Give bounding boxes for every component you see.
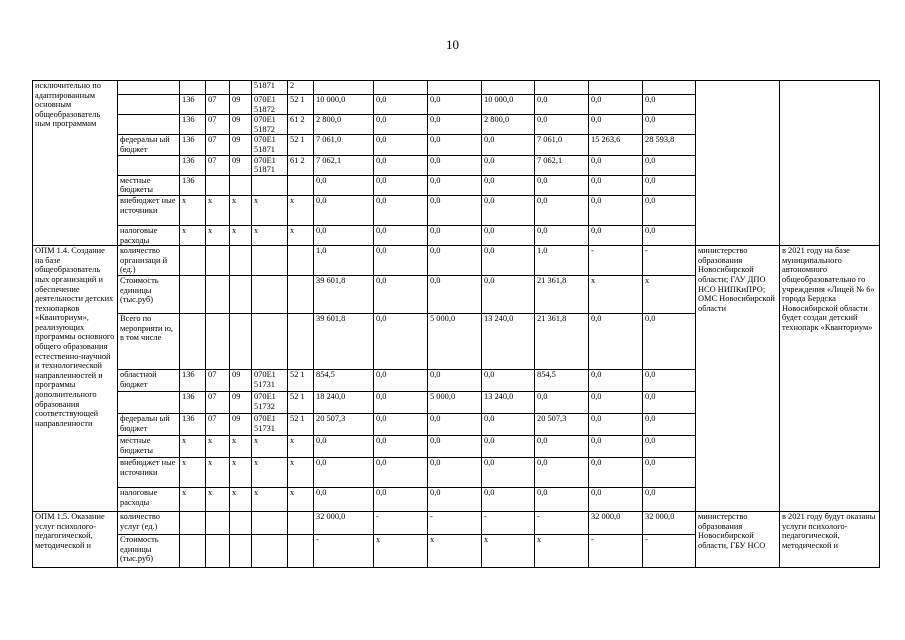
measure-name-cell: ОПМ 1.4. Создание на базе общеобразователь ных организаций и обеспечение деятельности детских технопарков «Кванториум», реализующих программы основного общего образования естественно-научной и технологической направленностей и программы дополнительного образования соответствующей направленности — [33, 246, 118, 512]
grbs-cell: x — [180, 435, 206, 457]
pr-cell: 09 — [230, 369, 252, 391]
csr-cell — [252, 175, 288, 195]
y2021-cell: x — [482, 534, 535, 567]
y2020-cell: 0,0 — [428, 175, 482, 195]
y2024-cell: 0,0 — [643, 413, 696, 435]
y2019-cell — [374, 81, 428, 95]
y2020-cell: 0,0 — [428, 195, 482, 225]
y2023-cell: 0,0 — [589, 413, 643, 435]
vr-cell — [288, 246, 314, 276]
funding-source-cell — [118, 155, 180, 175]
vr-cell: 52 1 — [288, 413, 314, 435]
pr-cell: x — [230, 225, 252, 245]
rz-cell — [206, 511, 230, 534]
y2019-cell: 0,0 — [374, 225, 428, 245]
y2021-cell: 0,0 — [482, 413, 535, 435]
csr-cell: 070E1 51731 — [252, 369, 288, 391]
grbs-cell: x — [180, 457, 206, 487]
pr-cell: 09 — [230, 135, 252, 155]
y2024-cell: 0,0 — [643, 225, 696, 245]
total-cell: 854,5 — [314, 369, 374, 391]
funding-source-cell — [118, 391, 180, 413]
y2023-cell — [589, 81, 643, 95]
y2024-cell: 0,0 — [643, 115, 696, 135]
y2021-cell: 10 000,0 — [482, 95, 535, 115]
y2020-cell: 5 000,0 — [428, 391, 482, 413]
csr-cell: x — [252, 457, 288, 487]
y2020-cell: 0,0 — [428, 95, 482, 115]
y2019-cell: 0,0 — [374, 246, 428, 276]
y2020-cell: 0,0 — [428, 369, 482, 391]
y2024-cell — [643, 81, 696, 95]
total-cell: 0,0 — [314, 435, 374, 457]
total-cell: 2 800,0 — [314, 115, 374, 135]
rz-cell — [206, 275, 230, 313]
funding-source-cell: областной бюджет — [118, 369, 180, 391]
y2022-cell: 0,0 — [535, 195, 589, 225]
y2021-cell — [482, 81, 535, 95]
pr-cell — [230, 534, 252, 567]
csr-cell — [252, 534, 288, 567]
rz-cell — [206, 81, 230, 95]
rz-cell: x — [206, 487, 230, 511]
y2022-cell: 0,0 — [535, 115, 589, 135]
y2022-cell: 0,0 — [535, 435, 589, 457]
expected-result-cell: в 2021 году на базе муниципального автономного общеобразовательно го учреждения «Лицей № 6» города Бердска Новосибирской области будет создан детский технопарк «Кванториум» — [780, 246, 880, 512]
total-cell: 39 601,8 — [314, 275, 374, 313]
rz-cell — [206, 534, 230, 567]
rz-cell — [206, 175, 230, 195]
csr-cell: x — [252, 195, 288, 225]
page-number: 10 — [446, 37, 459, 52]
y2019-cell: 0,0 — [374, 155, 428, 175]
vr-cell: 61 2 — [288, 115, 314, 135]
grbs-cell: x — [180, 225, 206, 245]
y2021-cell: 0,0 — [482, 275, 535, 313]
y2020-cell — [428, 81, 482, 95]
grbs-cell: 136 — [180, 95, 206, 115]
grbs-cell: 136 — [180, 391, 206, 413]
y2023-cell: 0,0 — [589, 175, 643, 195]
y2023-cell: 0,0 — [589, 225, 643, 245]
y2022-cell: 7 062,1 — [535, 155, 589, 175]
y2022-cell: 0,0 — [535, 225, 589, 245]
table-row — [33, 81, 880, 95]
vr-cell: x — [288, 195, 314, 225]
funding-source-cell: Стоимость единицы (тыс.руб) — [118, 275, 180, 313]
vr-cell: x — [288, 487, 314, 511]
y2024-cell: 0,0 — [643, 195, 696, 225]
pr-cell: 09 — [230, 115, 252, 135]
y2024-cell: 0,0 — [643, 391, 696, 413]
total-cell: 32 000,0 — [314, 511, 374, 534]
pr-cell: 09 — [230, 391, 252, 413]
y2019-cell: 0,0 — [374, 275, 428, 313]
grbs-cell — [180, 534, 206, 567]
total-cell: 7 061,0 — [314, 135, 374, 155]
rz-cell: 07 — [206, 95, 230, 115]
vr-cell: x — [288, 225, 314, 245]
y2020-cell: 0,0 — [428, 487, 482, 511]
grbs-cell — [180, 246, 206, 276]
y2024-cell: 0,0 — [643, 369, 696, 391]
total-cell — [314, 81, 374, 95]
y2023-cell: 0,0 — [589, 313, 643, 369]
funding-source-cell: Всего по мероприяти ю, в том числе — [118, 313, 180, 369]
vr-cell — [288, 511, 314, 534]
y2023-cell: 0,0 — [589, 369, 643, 391]
csr-cell: 070E1 51872 — [252, 115, 288, 135]
y2024-cell: 0,0 — [643, 175, 696, 195]
y2022-cell: 0,0 — [535, 487, 589, 511]
y2019-cell: 0,0 — [374, 457, 428, 487]
y2024-cell: 0,0 — [643, 313, 696, 369]
pr-cell: 09 — [230, 95, 252, 115]
y2023-cell: 15 263,6 — [589, 135, 643, 155]
y2022-cell: 20 507,3 — [535, 413, 589, 435]
table-row — [33, 246, 880, 276]
y2019-cell: 0,0 — [374, 413, 428, 435]
rz-cell: 07 — [206, 413, 230, 435]
y2021-cell: 0,0 — [482, 195, 535, 225]
y2021-cell: 0,0 — [482, 369, 535, 391]
y2020-cell: 0,0 — [428, 435, 482, 457]
grbs-cell: x — [180, 487, 206, 511]
y2023-cell: 0,0 — [589, 457, 643, 487]
grbs-cell — [180, 275, 206, 313]
y2022-cell: 21 361,8 — [535, 313, 589, 369]
y2022-cell — [535, 81, 589, 95]
y2020-cell: 0,0 — [428, 413, 482, 435]
rz-cell: 07 — [206, 369, 230, 391]
y2021-cell: 0,0 — [482, 246, 535, 276]
rz-cell: x — [206, 195, 230, 225]
total-cell: 0,0 — [314, 457, 374, 487]
total-cell: 1,0 — [314, 246, 374, 276]
grbs-cell — [180, 511, 206, 534]
funding-source-cell: местные бюджеты — [118, 435, 180, 457]
y2019-cell: 0,0 — [374, 115, 428, 135]
y2020-cell: 0,0 — [428, 225, 482, 245]
y2021-cell: - — [482, 511, 535, 534]
y2020-cell: 5 000,0 — [428, 313, 482, 369]
y2020-cell: 0,0 — [428, 246, 482, 276]
csr-cell — [252, 275, 288, 313]
csr-cell: 070E1 51871 — [252, 155, 288, 175]
pr-cell: 09 — [230, 155, 252, 175]
measure-name-cell: исключительно по адаптированным основным общеобразователь ным программам — [33, 81, 118, 246]
y2024-cell: 28 593,8 — [643, 135, 696, 155]
y2020-cell: 0,0 — [428, 135, 482, 155]
total-cell: 20 507,3 — [314, 413, 374, 435]
funding-source-cell — [118, 115, 180, 135]
total-cell: 39 601,8 — [314, 313, 374, 369]
pr-cell: 09 — [230, 413, 252, 435]
y2019-cell: x — [374, 534, 428, 567]
rz-cell — [206, 313, 230, 369]
y2024-cell: 0,0 — [643, 435, 696, 457]
table-row — [33, 511, 880, 534]
pr-cell: x — [230, 457, 252, 487]
rz-cell: 07 — [206, 391, 230, 413]
y2024-cell: 32 000,0 — [643, 511, 696, 534]
y2023-cell: - — [589, 534, 643, 567]
csr-cell: 070E1 51732 — [252, 391, 288, 413]
grbs-cell — [180, 313, 206, 369]
funding-source-cell: количество услуг (ед.) — [118, 511, 180, 534]
y2020-cell: 0,0 — [428, 115, 482, 135]
pr-cell: x — [230, 487, 252, 511]
total-cell: 18 240,0 — [314, 391, 374, 413]
grbs-cell: x — [180, 195, 206, 225]
y2024-cell: 0,0 — [643, 487, 696, 511]
y2022-cell: 0,0 — [535, 95, 589, 115]
y2021-cell: 0,0 — [482, 175, 535, 195]
y2022-cell: 21 361,8 — [535, 275, 589, 313]
csr-cell: 51871 — [252, 81, 288, 95]
y2021-cell: 2 800,0 — [482, 115, 535, 135]
y2019-cell: 0,0 — [374, 435, 428, 457]
pr-cell — [230, 81, 252, 95]
funding-source-cell: Стоимость единицы (тыс.руб) — [118, 534, 180, 567]
y2023-cell: 0,0 — [589, 115, 643, 135]
y2023-cell: 0,0 — [589, 155, 643, 175]
vr-cell: 2 — [288, 81, 314, 95]
pr-cell — [230, 511, 252, 534]
grbs-cell — [180, 81, 206, 95]
y2021-cell: 0,0 — [482, 435, 535, 457]
rz-cell: x — [206, 435, 230, 457]
budget-table — [32, 80, 880, 568]
y2019-cell: - — [374, 511, 428, 534]
y2021-cell: 0,0 — [482, 225, 535, 245]
y2023-cell: 0,0 — [589, 195, 643, 225]
y2022-cell: 0,0 — [535, 175, 589, 195]
y2024-cell: - — [643, 534, 696, 567]
vr-cell — [288, 313, 314, 369]
y2021-cell: 13 240,0 — [482, 391, 535, 413]
total-cell: 0,0 — [314, 195, 374, 225]
csr-cell: x — [252, 435, 288, 457]
grbs-cell: 136 — [180, 175, 206, 195]
csr-cell: x — [252, 487, 288, 511]
y2024-cell: 0,0 — [643, 155, 696, 175]
total-cell: 0,0 — [314, 487, 374, 511]
y2023-cell: x — [589, 275, 643, 313]
grbs-cell: 136 — [180, 135, 206, 155]
total-cell: - — [314, 534, 374, 567]
y2022-cell: x — [535, 534, 589, 567]
rz-cell — [206, 246, 230, 276]
y2020-cell: 0,0 — [428, 457, 482, 487]
funding-source-cell — [118, 81, 180, 95]
csr-cell: 070E1 51871 — [252, 135, 288, 155]
funding-source-cell: внебюджет ные источники — [118, 457, 180, 487]
y2024-cell: 0,0 — [643, 95, 696, 115]
vr-cell: 52 1 — [288, 369, 314, 391]
y2019-cell: 0,0 — [374, 95, 428, 115]
responsible-cell — [696, 81, 780, 246]
vr-cell: 61 2 — [288, 155, 314, 175]
vr-cell — [288, 275, 314, 313]
y2023-cell: - — [589, 246, 643, 276]
funding-source-cell: количество организаци й (ед.) — [118, 246, 180, 276]
y2023-cell: 0,0 — [589, 435, 643, 457]
measure-name-cell: ОПМ 1.5. Оказание услуг психолого-педагогической, методической и — [33, 511, 118, 567]
y2024-cell: - — [643, 246, 696, 276]
y2019-cell: 0,0 — [374, 487, 428, 511]
expected-result-cell — [780, 81, 880, 246]
funding-source-cell: налоговые расходы — [118, 487, 180, 511]
grbs-cell: 136 — [180, 413, 206, 435]
vr-cell — [288, 175, 314, 195]
y2020-cell: 0,0 — [428, 155, 482, 175]
y2020-cell: - — [428, 511, 482, 534]
grbs-cell: 136 — [180, 155, 206, 175]
y2022-cell: 0,0 — [535, 457, 589, 487]
pr-cell — [230, 275, 252, 313]
pr-cell: x — [230, 435, 252, 457]
y2021-cell: 0,0 — [482, 135, 535, 155]
funding-source-cell: налоговые расходы — [118, 225, 180, 245]
y2020-cell: 0,0 — [428, 275, 482, 313]
y2023-cell: 32 000,0 — [589, 511, 643, 534]
expected-result-cell: в 2021 году будут оказаны услуги психолого-педагогической, методической и — [780, 511, 880, 567]
pr-cell — [230, 313, 252, 369]
vr-cell: 52 1 — [288, 95, 314, 115]
csr-cell: 070E1 51731 — [252, 413, 288, 435]
csr-cell: x — [252, 225, 288, 245]
pr-cell — [230, 175, 252, 195]
csr-cell — [252, 313, 288, 369]
responsible-cell: министерство образования Новосибирской области, ГБУ НСО — [696, 511, 780, 567]
funding-source-cell — [118, 95, 180, 115]
y2024-cell: 0,0 — [643, 457, 696, 487]
y2021-cell: 0,0 — [482, 457, 535, 487]
funding-source-cell: местные бюджеты — [118, 175, 180, 195]
y2022-cell: 7 061,0 — [535, 135, 589, 155]
total-cell: 7 062,1 — [314, 155, 374, 175]
csr-cell: 070E1 51872 — [252, 95, 288, 115]
y2022-cell: 854,5 — [535, 369, 589, 391]
y2023-cell: 0,0 — [589, 487, 643, 511]
csr-cell — [252, 511, 288, 534]
y2019-cell: 0,0 — [374, 195, 428, 225]
csr-cell — [252, 246, 288, 276]
y2021-cell: 0,0 — [482, 487, 535, 511]
funding-source-cell: федеральн ый бюджет — [118, 413, 180, 435]
y2023-cell: 0,0 — [589, 391, 643, 413]
y2022-cell: 1,0 — [535, 246, 589, 276]
total-cell: 0,0 — [314, 225, 374, 245]
vr-cell: 52 1 — [288, 391, 314, 413]
grbs-cell: 136 — [180, 369, 206, 391]
y2020-cell: x — [428, 534, 482, 567]
y2021-cell: 0,0 — [482, 155, 535, 175]
total-cell: 10 000,0 — [314, 95, 374, 115]
y2022-cell: 0,0 — [535, 391, 589, 413]
y2019-cell: 0,0 — [374, 175, 428, 195]
y2022-cell: - — [535, 511, 589, 534]
responsible-cell: министерство образования Новосибирской области; ГАУ ДПО НСО НИПКиПРО; ОМС Новосибирской области — [696, 246, 780, 512]
y2019-cell: 0,0 — [374, 135, 428, 155]
vr-cell: x — [288, 435, 314, 457]
grbs-cell: 136 — [180, 115, 206, 135]
rz-cell: 07 — [206, 115, 230, 135]
funding-source-cell: федеральн ый бюджет — [118, 135, 180, 155]
y2024-cell: x — [643, 275, 696, 313]
pr-cell — [230, 246, 252, 276]
y2019-cell: 0,0 — [374, 391, 428, 413]
y2019-cell: 0,0 — [374, 369, 428, 391]
vr-cell — [288, 534, 314, 567]
rz-cell: 07 — [206, 135, 230, 155]
y2021-cell: 13 240,0 — [482, 313, 535, 369]
y2023-cell: 0,0 — [589, 95, 643, 115]
vr-cell: x — [288, 457, 314, 487]
pr-cell: x — [230, 195, 252, 225]
vr-cell: 52 1 — [288, 135, 314, 155]
rz-cell: x — [206, 225, 230, 245]
y2019-cell: 0,0 — [374, 313, 428, 369]
rz-cell: x — [206, 457, 230, 487]
rz-cell: 07 — [206, 155, 230, 175]
total-cell: 0,0 — [314, 175, 374, 195]
funding-source-cell: внебюджет ные источники — [118, 195, 180, 225]
